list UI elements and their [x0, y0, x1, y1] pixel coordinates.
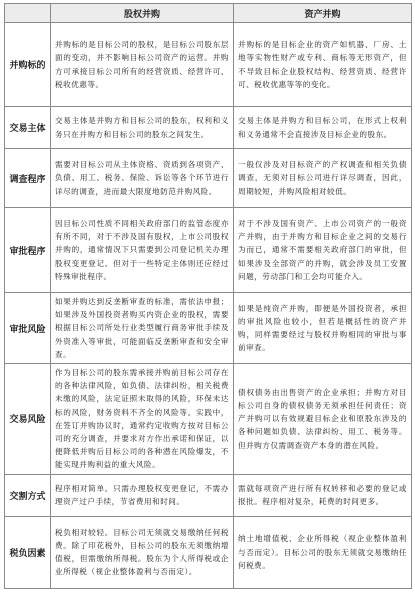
- asset-cell: 并购标的是目标企业的资产如机器、厂房、土地等实物性财产或专利、商标等无形资产，但不导致目标企业股权结构、经营资质、经营许可、税收优惠等等的变化。: [234, 23, 412, 107]
- header-equity-acquisition: 股权并购: [51, 4, 234, 23]
- asset-cell: 需就每项资产进行所有权转移和必要的登记或报批。程序相对复杂，耗费的时间更多。: [234, 474, 412, 516]
- asset-cell: 纳土地增值税、企业所得税（视企业整体盈利与否而定）。目标公司的股东无须就交易缴纳任何税费。: [234, 516, 412, 588]
- equity-cell: 如果并购达到反垄断审查的标准，需依法申报；如果涉及外国投资者购买内资企业的股权，需要根据目标公司所处行业类型履行商务审批手续及外资准入等审批，可能面临反垄断审查和安全审查。: [51, 293, 234, 364]
- row-label: 交易风险: [5, 364, 51, 475]
- asset-cell: 如果是纯资产并购，即便是外国投资者，承担的审批风险也较小，但若是概括性的资产并购，同样需要经过与股权并购相同的审批与事前审查。: [234, 293, 412, 364]
- table-row: [5, 293, 412, 364]
- table-row: [5, 474, 412, 516]
- equity-cell: 税负相对较轻。目标公司无须就交易缴纳任何税费。除了印花税外，目标公司的股东无须缴纳增值税，但需缴纳所得税。股东为个人所得税或企业所得税（视企业整体盈利与否而定）。: [51, 516, 234, 588]
- row-label: 审批风险: [5, 293, 51, 364]
- table-row: [5, 516, 412, 588]
- asset-cell: 对于不涉及国有资产、上市公司资产的一般资产并购，由于并购方和目标企业之间的交易行为而已，通常不需要相关政府部门的审批，但如果涉及全部资产的并购，就会涉及员工安置问题，劳动部门和工会均可能介入。: [234, 208, 412, 293]
- equity-cell: 作为目标公司的股东需承接并购前目标公司存在的各种法律风险，如负债、法律纠纷，相关税费未缴的风险，法定证照未取得的风险，环保未达标的风险，财务资料不齐全的风险等。实践中，在签订并购协议时，通常约定收购方按对目标公司的充分调查，并要求对方作出承诺和保证，以便降低并购后目标公司的各种潜在风险爆发，不能实现并购利益的重大风险。: [51, 364, 234, 475]
- row-label: 交割方式: [5, 474, 51, 516]
- row-label: 税负因素: [5, 516, 51, 588]
- row-label: 并购标的: [5, 23, 51, 107]
- table-row: [5, 149, 412, 208]
- header-corner-cell: [5, 4, 51, 23]
- asset-cell: 债权债务由出售资产的企业承担；并购方对目标公司自身的债权债务无须承担任何责任；资产并购可以有效规避目标企业和原股东涉及的各种问题如负债、法律纠纷、用工、税务等。但并购方仅需调查资产本身的潜在风险。: [234, 364, 412, 475]
- equity-cell: 并购标的是目标公司的股权，是目标公司股东层面的变动，并不影响目标公司资产的运营。并购方可承接目标公司所有的经营资质、经营许可、税收优惠等。: [51, 23, 234, 107]
- comparison-table: [4, 3, 412, 589]
- equity-cell: 交易主体是并购方和目标公司的股东，权利和义务只在并购方和目标公司的股东之间发生。: [51, 107, 234, 149]
- asset-cell: 交易主体是并购方和目标公司，在形式上权利和义务通常不会直接涉及目标企业的股东。: [234, 107, 412, 149]
- asset-cell: 一般仅涉及对目标资产的产权调查和相关负债调查，无须对目标公司进行详尽调查，因此，周期较短，并购风险相对较低。: [234, 149, 412, 208]
- row-label: 审批程序: [5, 208, 51, 293]
- table-row: [5, 23, 412, 107]
- equity-cell: 因目标公司性质不同相关政府部门的监管态度亦有所不同，对于不涉及国有股权，上市公司股权并购的，通常情况下只需要到公司登记机关办理股权变更登记。但对于一些特定主体则还应经过特殊审批程序。: [51, 208, 234, 293]
- table-header-row: [5, 4, 412, 23]
- table-row: [5, 364, 412, 475]
- equity-cell: 需要对目标公司从主体资格、资质到各项资产、负债、用工、税务、保险、诉讼等各个环节进行详尽的调查，进而最大限度地防范并购风险。: [51, 149, 234, 208]
- table-row: [5, 107, 412, 149]
- row-label: 交易主体: [5, 107, 51, 149]
- table-row: [5, 208, 412, 293]
- equity-cell: 程序相对简单。只需办理股权变更登记，不需办理资产过户手续，节省费用和时间。: [51, 474, 234, 516]
- row-label: 调查程序: [5, 149, 51, 208]
- header-asset-acquisition: 资产并购: [234, 4, 412, 23]
